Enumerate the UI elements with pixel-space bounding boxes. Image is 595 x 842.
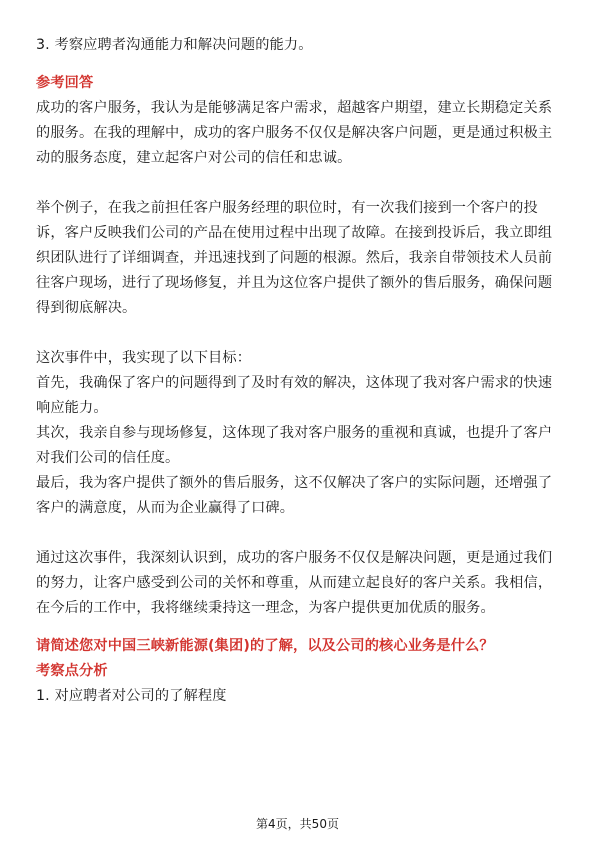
analysis-item-1: 1. 对应聘者对公司的了解程度 bbox=[36, 688, 227, 704]
paragraph-line: 客户的满意度，从而为企业赢得了口碑。 bbox=[36, 500, 295, 516]
question-heading: 请简述您对中国三峡新能源(集团)的了解，以及公司的核心业务是什么？ bbox=[36, 638, 494, 654]
paragraph-line: 得到彻底解决。 bbox=[36, 300, 137, 316]
paragraph-line: 通过这次事件，我深刻认识到，成功的客户服务不仅仅是解决问题，更是通过我们 bbox=[36, 550, 553, 566]
paragraph-line: 响应能力。 bbox=[36, 400, 108, 416]
answer-heading: 参考回答 bbox=[36, 75, 94, 91]
paragraph-4 bbox=[36, 546, 560, 621]
paragraph-line: 动的服务态度，建立起客户对公司的信任和忠诚。 bbox=[36, 150, 352, 166]
paragraph-line: 在今后的工作中，我将继续秉持这一理念，为客户提供更加优质的服务。 bbox=[36, 600, 495, 616]
paragraph-line: 成功的客户服务，我认为是能够满足客户需求，超越客户期望，建立长期稳定关系 bbox=[36, 100, 553, 116]
paragraph-line: 首先，我确保了客户的问题得到了及时有效的解决，这体现了我对客户需求的快速 bbox=[36, 375, 553, 391]
paragraph-line: 织团队进行了详细调查，并迅速找到了问题的根源。然后，我亲自带领技术人员前 bbox=[36, 250, 553, 266]
document-body bbox=[36, 33, 560, 709]
paragraph-line: 这次事件中，我实现了以下目标： bbox=[36, 350, 252, 366]
paragraph-line: 的努力，让客户感受到公司的关怀和尊重，从而建立起良好的客户关系。我相信， bbox=[36, 575, 553, 591]
page-number: 第4页，共50页 bbox=[256, 817, 339, 831]
paragraph-line: 往客户现场，进行了现场修复，并且为这位客户提供了额外的售后服务，确保问题 bbox=[36, 275, 553, 291]
paragraph-line: 对我们公司的信任度。 bbox=[36, 450, 180, 466]
paragraph-line: 诉，客户反映我们公司的产品在使用过程中出现了故障。在接到投诉后，我立即组 bbox=[36, 225, 553, 241]
paragraph-3 bbox=[36, 346, 560, 521]
paragraph-line: 其次，我亲自参与现场修复，这体现了我对客户服务的重视和真诚，也提升了客户 bbox=[36, 425, 553, 441]
analysis-heading: 考察点分析 bbox=[36, 663, 108, 679]
paragraph-line: 最后，我为客户提供了额外的售后服务，这不仅解决了客户的实际问题，还增强了 bbox=[36, 475, 553, 491]
paragraph-2 bbox=[36, 196, 560, 321]
paragraph-line: 举个例子，在我之前担任客户服务经理的职位时，有一次我们接到一个客户的投 bbox=[36, 200, 538, 216]
paragraph-line: 的服务。在我的理解中，成功的客户服务不仅仅是解决客户问题，更是通过积极主 bbox=[36, 125, 553, 141]
intro-item: 3. 考察应聘者沟通能力和解决问题的能力。 bbox=[36, 37, 313, 53]
paragraph-1 bbox=[36, 96, 560, 171]
